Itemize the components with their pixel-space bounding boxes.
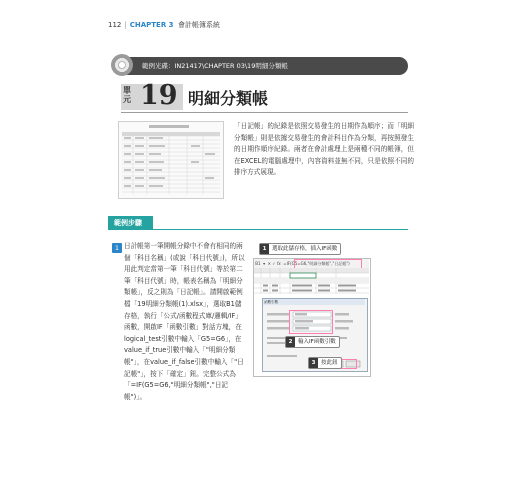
dialog-title-bar: 函數引數 [263, 299, 365, 305]
formula-bar: B1 ▾ ✕ ✓ fx =IF(G5=G6,"明細分類帳","日記帳") [254, 259, 369, 269]
ledger-thumbnail [118, 121, 224, 199]
ledger-thumbnail-graphic [119, 122, 223, 198]
disc-icon [111, 54, 133, 76]
step-text: 日計帳第一筆開帳分錄中不會有相同的兩個「科目名稱」(或說「科目代號」)，所以用此判定當第一筆「科目代號」等於第二筆「科目代號」時，帳表名稱為「明細分類帳」，反之則為「日記帳」。請開啟範例檔「19明細分類帳(1).xlsx」，選取B1儲存格，執行「公式/函數程式庫/邏輯/IF」函數，開啟IF「函數引數」對話方塊，在logical_test引數中輸入「G5=G6」，在value_if_true引數中輸入「"明細分類帳"」，在value_if_false引數中輸入「"日記帳"」，按下「確定」鈕。完整公式為「=IF(G5=G6,"明細分類帳","日記帳")」。 [124, 242, 245, 401]
example-path-text: 範例光碟：IN21417\CHAPTER 03\19明細分類帳 [142, 62, 288, 70]
sheet-grid [254, 268, 369, 294]
step-number-badge: 1 [112, 243, 122, 253]
sheet-grid-graphic [254, 268, 369, 294]
callout-number: 2 [286, 337, 295, 347]
formula-text: =IF(G5=G6,"明細分類帳","日記帳") [283, 261, 350, 266]
unit-label: 單元 [123, 85, 131, 104]
callout-number: 3 [309, 358, 318, 368]
intro-paragraph: 「日記帳」的紀錄是依照交易發生的日期作為順序；而「明細分類帳」則是依據交易發生的會計科目作為分類，再按照發生的日期作順序紀錄。兩者在會計處理上是兩種不同的帳簿，但在EXCEL的電腦處理中，內容資料並無不同，只是依照不同的排序方式展現。 [234, 122, 414, 177]
running-header [108, 20, 468, 34]
callout-select-cell [259, 243, 341, 255]
chapter-label: CHAPTER 3 [129, 21, 174, 29]
callout-enter-arguments [285, 336, 340, 348]
steps-divider [108, 229, 408, 230]
header-separator: | [124, 21, 127, 29]
callout-text: 選取此儲存格，插入IF函數 [272, 246, 338, 252]
callout-text: 輸入IF函數引數 [298, 339, 336, 345]
page-number: 112 [108, 21, 122, 29]
callout-text: 按此鈕 [321, 360, 338, 366]
callout-press-button [308, 357, 342, 369]
unit-number: 19 [140, 80, 178, 111]
unit-title: 明細分類帳 [188, 89, 269, 108]
title-divider [121, 112, 408, 113]
ok-button-highlight [341, 359, 357, 369]
callout-number: 1 [260, 244, 269, 254]
steps-banner-label: 範例步驟 [114, 219, 142, 227]
chapter-title: 會計帳簿系統 [178, 21, 220, 29]
arguments-highlight [289, 310, 333, 334]
